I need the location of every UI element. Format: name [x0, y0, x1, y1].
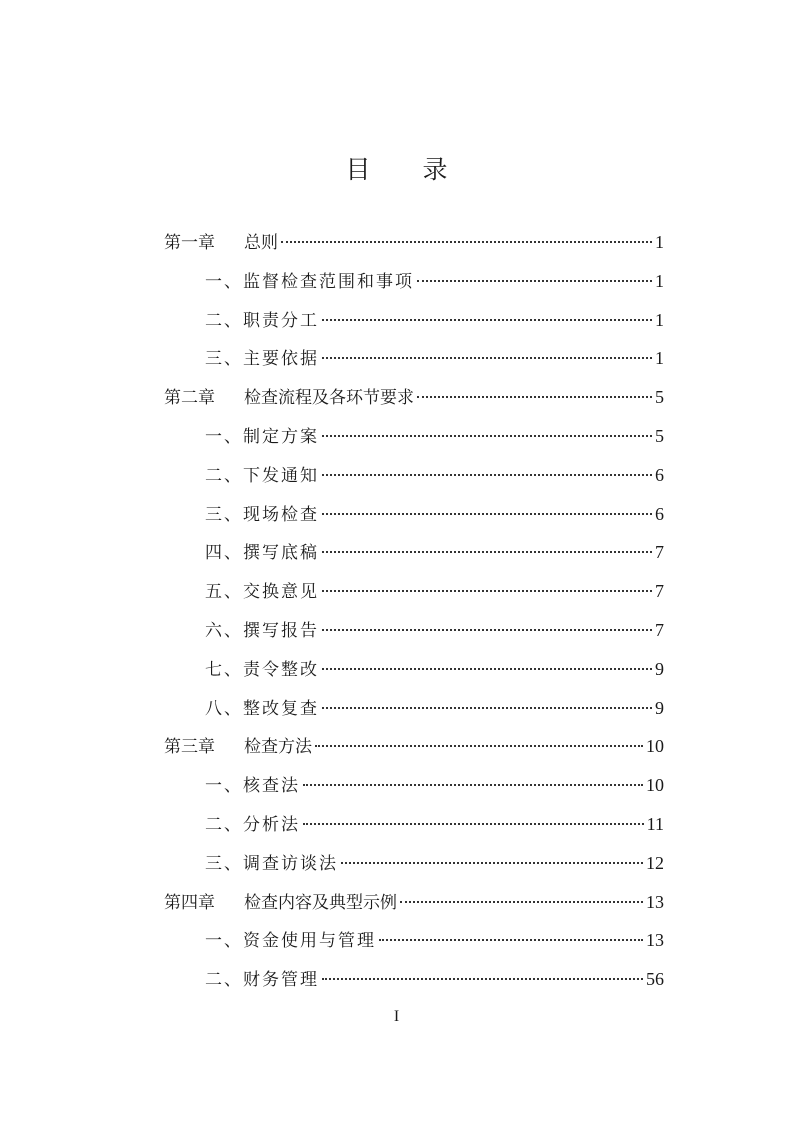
- toc-entry-title: 三、调查访谈法: [205, 854, 338, 874]
- page-title: 目 录: [345, 155, 470, 184]
- toc-entry-title: 四、撰写底稿: [205, 543, 319, 563]
- toc-page-number: 1: [655, 348, 664, 368]
- toc-section-row[interactable]: [205, 500, 664, 528]
- toc-page-number: 56: [646, 969, 664, 989]
- toc-page-number: 1: [655, 271, 664, 291]
- page-folio: I: [393, 1008, 400, 1025]
- toc-section-row[interactable]: [205, 965, 664, 993]
- dot-leader: [322, 551, 652, 553]
- toc-entry-title: 六、撰写报告: [205, 621, 319, 641]
- dot-leader: [417, 280, 652, 282]
- dot-leader: [322, 668, 652, 670]
- dot-leader: [322, 435, 652, 437]
- toc-entry-title: 一、制定方案: [205, 427, 319, 447]
- toc-page-number: 6: [655, 465, 664, 485]
- toc-entry-title: 二、下发通知: [205, 466, 319, 486]
- toc-chapter-label: 第一章: [164, 233, 215, 253]
- toc-page-number: 1: [655, 310, 664, 330]
- toc-section-row[interactable]: [205, 306, 664, 334]
- toc-section-row[interactable]: [205, 849, 664, 877]
- toc-entry-title: 八、整改复查: [205, 699, 319, 719]
- toc-page-number: 7: [655, 581, 664, 601]
- toc-entry-title: 二、职责分工: [205, 311, 319, 331]
- dot-leader: [322, 474, 652, 476]
- toc-page-number: 7: [655, 542, 664, 562]
- toc-chapter-label: 第四章: [164, 893, 215, 913]
- toc-page-number: 11: [646, 814, 664, 834]
- toc-page-number: 13: [646, 892, 664, 912]
- toc-chapter-row[interactable]: [164, 732, 664, 760]
- toc-entry-title: 五、交换意见: [205, 582, 319, 602]
- dot-leader: [322, 590, 652, 592]
- dot-leader: [322, 629, 652, 631]
- toc-entry-title: 检查内容及典型示例: [244, 893, 397, 913]
- toc-section-row[interactable]: [205, 577, 664, 605]
- toc-page-number: 10: [646, 736, 664, 756]
- toc-page-number: 10: [646, 775, 664, 795]
- toc-page-number: 5: [655, 426, 664, 446]
- dot-leader: [379, 939, 643, 941]
- toc-entry-title: 三、现场检查: [205, 505, 319, 525]
- dot-leader: [303, 823, 644, 825]
- dot-leader: [322, 707, 652, 709]
- toc-section-row[interactable]: [205, 461, 664, 489]
- toc-page-number: 7: [655, 620, 664, 640]
- toc-page-number: 1: [655, 232, 664, 252]
- toc-page-number: 6: [655, 504, 664, 524]
- toc-section-row[interactable]: [205, 267, 664, 295]
- toc-entry-title: 七、责令整改: [205, 660, 319, 680]
- dot-leader: [400, 901, 643, 903]
- toc-entry-title: 检查方法: [244, 737, 312, 757]
- dot-leader: [322, 357, 652, 359]
- toc-entry-title: 总则: [244, 233, 278, 253]
- toc-section-row[interactable]: [205, 422, 664, 450]
- toc-section-row[interactable]: [205, 616, 664, 644]
- dot-leader: [322, 978, 643, 980]
- toc-section-row[interactable]: [205, 655, 664, 683]
- toc-page-number: 9: [655, 698, 664, 718]
- toc-entry-title: 一、资金使用与管理: [205, 931, 376, 951]
- dot-leader: [322, 319, 652, 321]
- toc-chapter-row[interactable]: [164, 383, 664, 411]
- dot-leader: [315, 745, 643, 747]
- toc-section-row[interactable]: [205, 538, 664, 566]
- toc-page-number: 9: [655, 659, 664, 679]
- dot-leader: [341, 862, 643, 864]
- dot-leader: [281, 241, 652, 243]
- toc-page-number: 12: [646, 853, 664, 873]
- toc-section-row[interactable]: [205, 926, 664, 954]
- toc-entry-title: 检查流程及各环节要求: [244, 388, 414, 408]
- dot-leader: [303, 784, 643, 786]
- toc-entry-title: 二、分析法: [205, 815, 300, 835]
- toc-page-number: 13: [646, 930, 664, 950]
- dot-leader: [322, 513, 652, 515]
- toc-chapter-row[interactable]: [164, 228, 664, 256]
- toc-section-row[interactable]: [205, 344, 664, 372]
- toc-chapter-label: 第三章: [164, 737, 215, 757]
- toc-section-row[interactable]: [205, 771, 664, 799]
- toc-entry-title: 一、核查法: [205, 776, 300, 796]
- toc-entry-title: 三、主要依据: [205, 349, 319, 369]
- toc-page-number: 5: [655, 387, 664, 407]
- dot-leader: [417, 396, 652, 398]
- toc-section-row[interactable]: [205, 694, 664, 722]
- toc-entry-title: 二、财务管理: [205, 970, 319, 990]
- toc-chapter-label: 第二章: [164, 388, 215, 408]
- toc-chapter-row[interactable]: [164, 888, 664, 916]
- toc-entry-title: 一、监督检查范围和事项: [205, 272, 414, 292]
- toc-section-row[interactable]: [205, 810, 664, 838]
